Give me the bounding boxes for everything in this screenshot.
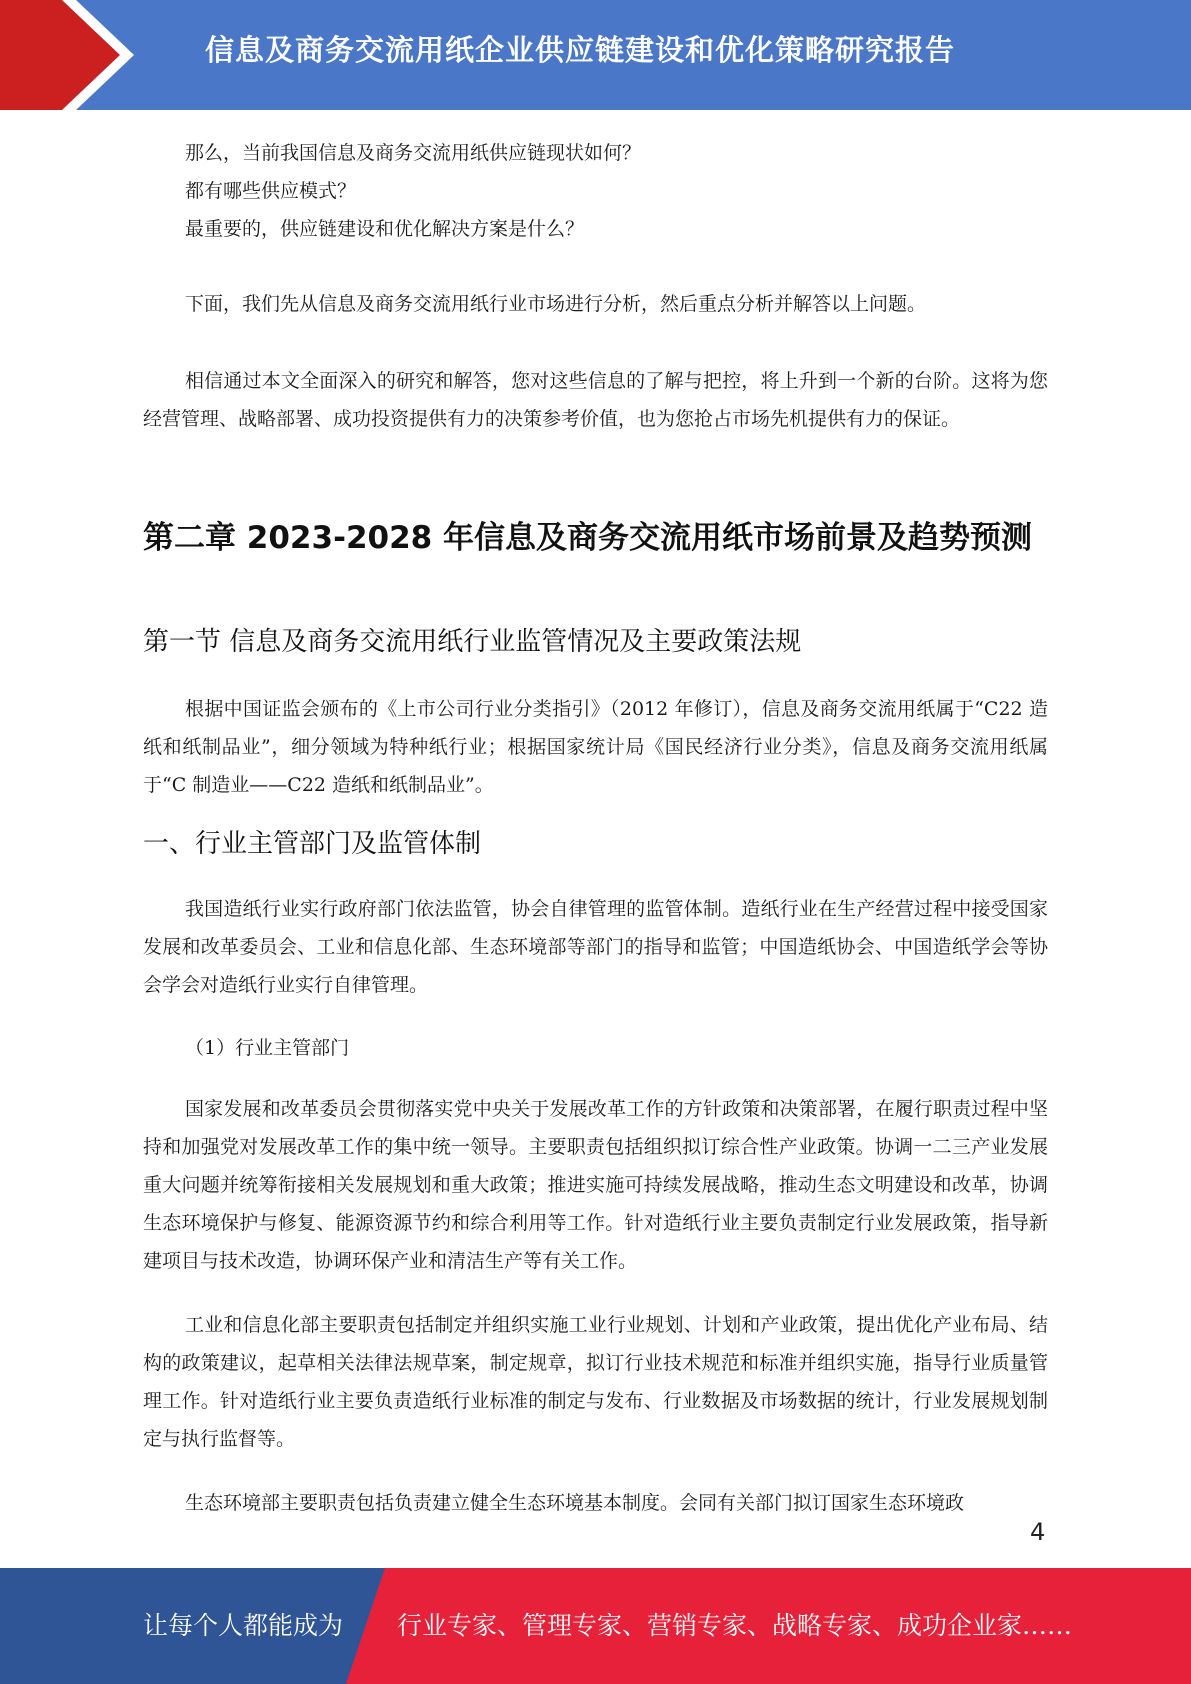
paragraph-belief: 相信通过本文全面深入的研究和解答，您对这些信息的了解与把控，将上升到一个新的台阶。这将为您经营管理、战略部署、成功投资提供有力的决策参考价值，也为您抢占市场先机提供有力的保证。 (143, 370, 1048, 430)
footer-slogan-right: 行业专家、管理专家、营销专家、战略专家、成功企业家…… (397, 1611, 1073, 1640)
section-heading: 第一节 信息及商务交流用纸行业监管情况及主要政策法规 (143, 627, 802, 657)
subsection-heading: 一、行业主管部门及监管体制 (143, 829, 482, 859)
report-title: 信息及商务交流用纸企业供应链建设和优化策略研究报告 (205, 33, 956, 67)
page-footer (0, 1568, 1191, 1684)
question-solution: 最重要的，供应链建设和优化解决方案是什么？ (185, 218, 585, 240)
paragraph-classification: 根据中国证监会颁布的《上市公司行业分类指引》（2012 年修订），信息及商务交流用纸属于“C22 造纸和纸制品业”，细分领域为特种纸行业；根据国家统计局《国民经济行业分类》，信息及商务交流用纸属于“C 制造业——C22 造纸和纸制品业”。 (143, 698, 1048, 796)
question-supply-modes: 都有哪些供应模式？ (185, 180, 357, 202)
list-item-authority: （1）行业主管部门 (185, 1037, 350, 1059)
paragraph-regulatory-system: 我国造纸行业实行政府部门依法监管，协会自律管理的监管体制。造纸行业在生产经营过程中接受国家发展和改革委员会、工业和信息化部、生态环境部等部门的指导和监管；中国造纸协会、中国造纸学会等协会学会对造纸行业实行自律管理。 (143, 898, 1048, 996)
question-supply-chain-status: 那么，当前我国信息及商务交流用纸供应链现状如何？ (185, 142, 642, 164)
footer-slogan-left: 让每个人都能成为 (143, 1611, 344, 1640)
header-arrow-graphic (0, 0, 150, 110)
paragraph-miit: 工业和信息化部主要职责包括制定并组织实施工业行业规划、计划和产业政策，提出优化产业布局、结构的政策建议，起草相关法律法规草案，制定规章，拟订行业技术规范和标准并组织实施，指导行业质量管理工作。针对造纸行业主要负责造纸行业标准的制定与发布、行业数据及市场数据的统计，行业发展规划制定与执行监督等。 (143, 1314, 1048, 1450)
paragraph-analysis-plan: 下面，我们先从信息及商务交流用纸行业市场进行分析，然后重点分析并解答以上问题。 (185, 293, 927, 315)
paragraph-ndrc: 国家发展和改革委员会贯彻落实党中央关于发展改革工作的方针政策和决策部署，在履行职责过程中坚持和加强党对发展改革工作的集中统一领导。主要职责包括组织拟订综合性产业政策。协调一二三产业发展重大问题并统筹衔接相关发展规划和重大政策；推进实施可持续发展战略，推动生态文明建设和改革，协调生态环境保护与修复、能源资源节约和综合利用等工作。针对造纸行业主要负责制定行业发展政策，指导新建项目与技术改造，协调环保产业和清洁生产等有关工作。 (143, 1098, 1048, 1272)
page-number: 4 (1030, 1518, 1046, 1546)
paragraph-mee: 生态环境部主要职责包括负责建立健全生态环境基本制度。会同有关部门拟订国家生态环境政 (185, 1492, 965, 1514)
chapter-heading: 第二章 2023-2028 年信息及商务交流用纸市场前景及趋势预测 (143, 520, 1033, 556)
page-header (0, 0, 1191, 110)
